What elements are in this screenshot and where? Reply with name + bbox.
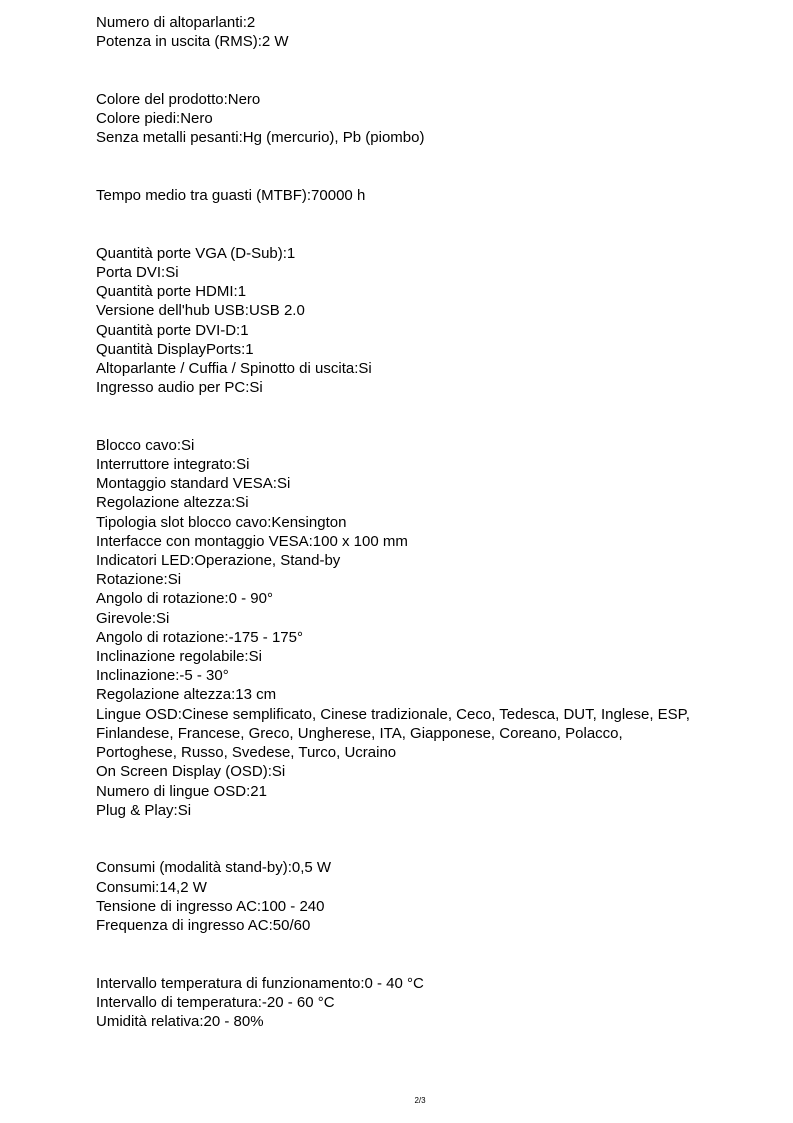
spec-group-power	[96, 858, 776, 935]
spec-line: Blocco cavo:Si	[96, 436, 195, 454]
spec-group-environment	[96, 974, 776, 1032]
spec-line: Consumi:14,2 W	[96, 878, 207, 896]
spec-line: Regolazione altezza:13 cm	[96, 686, 277, 704]
spec-line: Quantità porte DVI-D:1	[96, 321, 249, 339]
spec-line: Interruttore integrato:Si	[96, 456, 250, 474]
spec-line: Plug & Play:Si	[96, 801, 192, 819]
spec-line: Indicatori LED:Operazione, Stand-by	[96, 552, 341, 570]
spec-group-design	[96, 90, 776, 148]
spec-line: Lingue OSD:Cinese semplificato, Cinese tradizionale, Ceco, Tedesca, DUT, Inglese, ESP,	[96, 705, 690, 723]
spec-line: Altoparlante / Cuffia / Spinotto di uscita:Si	[96, 359, 372, 377]
spec-line: Senza metalli pesanti:Hg (mercurio), Pb (piombo)	[96, 129, 425, 147]
spec-line: Intervallo temperatura di funzionamento:0 - 40 °C	[96, 974, 424, 992]
spec-line: Consumi (modalità stand-by):0,5 W	[96, 859, 332, 877]
spec-line: Colore del prodotto:Nero	[96, 90, 261, 108]
spec-line: Montaggio standard VESA:Si	[96, 475, 291, 493]
spec-line: Frequenza di ingresso AC:50/60	[96, 917, 311, 935]
spec-line: Intervallo di temperatura:-20 - 60 °C	[96, 993, 335, 1011]
spec-content	[96, 13, 776, 1070]
spec-line: Angolo di rotazione:-175 - 175°	[96, 628, 303, 646]
spec-group-ergonomics	[96, 436, 776, 820]
spec-line: Inclinazione:-5 - 30°	[96, 667, 229, 685]
spec-line: Tipologia slot blocco cavo:Kensington	[96, 513, 347, 531]
spec-line: Numero di lingue OSD:21	[96, 782, 267, 800]
spec-group-ports	[96, 244, 776, 398]
spec-line: Porta DVI:Si	[96, 263, 179, 281]
spec-line: Colore piedi:Nero	[96, 110, 213, 128]
page-number: 2/3	[414, 1096, 426, 1105]
spec-line: On Screen Display (OSD):Si	[96, 763, 286, 781]
spec-line: Umidità relativa:20 - 80%	[96, 1013, 264, 1031]
spec-line: Quantità porte HDMI:1	[96, 283, 247, 301]
spec-line: Potenza in uscita (RMS):2 W	[96, 33, 289, 51]
spec-line: Tensione di ingresso AC:100 - 240	[96, 897, 325, 915]
spec-line: Girevole:Si	[96, 609, 170, 627]
spec-line: Tempo medio tra guasti (MTBF):70000 h	[96, 187, 366, 205]
spec-line: Rotazione:Si	[96, 571, 182, 589]
spec-line: Quantità DisplayPorts:1	[96, 340, 254, 358]
spec-line: Versione dell'hub USB:USB 2.0	[96, 302, 305, 320]
spec-line: Interfacce con montaggio VESA:100 x 100 mm	[96, 532, 408, 550]
spec-group-audio	[96, 13, 776, 51]
spec-line: Ingresso audio per PC:Si	[96, 379, 263, 397]
spec-line: Inclinazione regolabile:Si	[96, 648, 262, 666]
spec-line: Finlandese, Francese, Greco, Ungherese, ITA, Giapponese, Coreano, Polacco,	[96, 724, 623, 742]
spec-line: Regolazione altezza:Si	[96, 494, 249, 512]
spec-line: Portoghese, Russo, Svedese, Turco, Ucraino	[96, 744, 397, 762]
spec-group-reliability	[96, 186, 776, 205]
spec-line: Angolo di rotazione:0 - 90°	[96, 590, 273, 608]
spec-line: Numero di altoparlanti:2	[96, 14, 256, 31]
spec-line: Quantità porte VGA (D-Sub):1	[96, 244, 296, 262]
